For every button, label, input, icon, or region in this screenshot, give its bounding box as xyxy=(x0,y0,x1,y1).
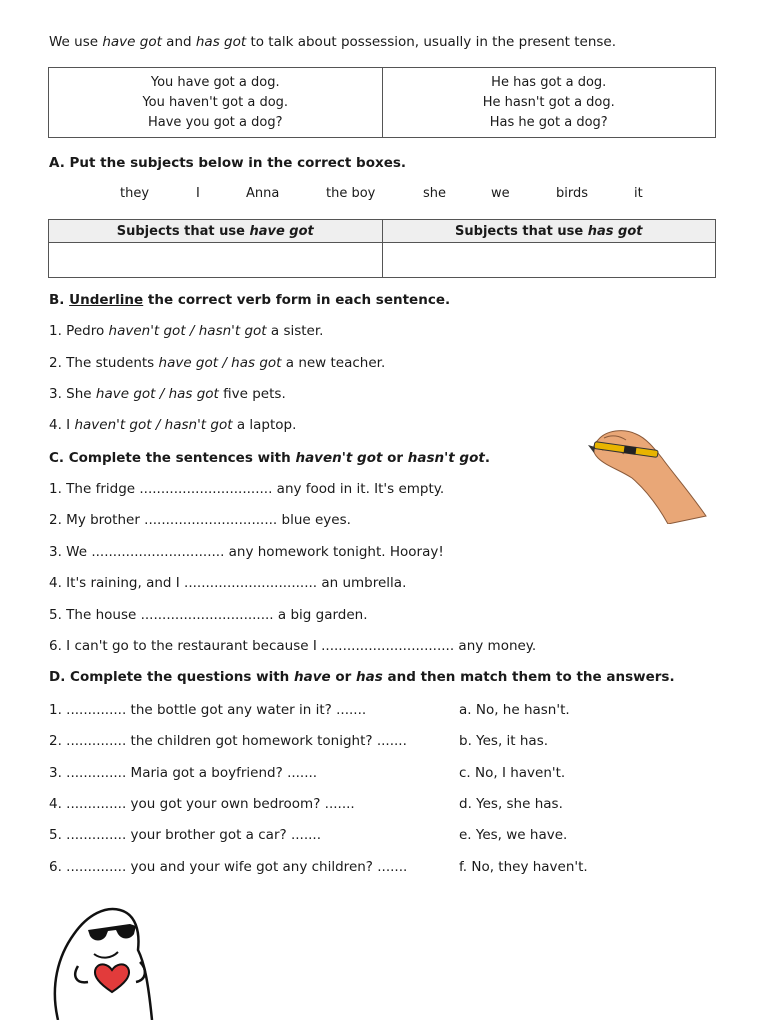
cartoon-heart-character-icon xyxy=(44,896,166,1020)
answer-e: e. Yes, we have. xyxy=(459,827,568,843)
question-d5[interactable]: 5. .............. your brother got a car? ....... xyxy=(49,827,321,843)
subject-word: I xyxy=(196,186,200,201)
have-got-column-header: Subjects that use have got xyxy=(49,220,383,243)
sentence-b3: 3. She have got / has got five pets. xyxy=(49,386,286,402)
question-d2[interactable]: 2. .............. the children got homework tonight? ....... xyxy=(49,733,407,749)
verb-options[interactable]: haven't got / hasn't got xyxy=(74,417,233,433)
sentence-c2[interactable]: 2. My brother ............................... blue eyes. xyxy=(49,512,351,528)
sentence-c6[interactable]: 6. I can't go to the restaurant because I ............................... any money. xyxy=(49,638,537,654)
verb-options[interactable]: haven't got / hasn't got xyxy=(108,323,267,339)
subject-word: Anna xyxy=(246,186,280,201)
answer-f: f. No, they haven't. xyxy=(459,859,588,875)
subject-word: they xyxy=(120,186,150,201)
answer-d: d. Yes, she has. xyxy=(459,796,563,812)
subjects-table xyxy=(48,219,716,278)
reference-cell-have: You have got a dog. You haven't got a dog. Have you got a dog? xyxy=(49,68,383,138)
subject-word: she xyxy=(423,186,447,201)
verb-options[interactable]: have got / has got xyxy=(158,355,282,371)
sentence-c1[interactable]: 1. The fridge ............................... any food in it. It's empty. xyxy=(49,481,445,497)
verb-options[interactable]: have got / has got xyxy=(95,386,219,402)
intro-text: We use have got and has got to talk about possession, usually in the present tense. xyxy=(49,34,617,50)
section-b-heading: B. Underline the correct verb form in each sentence. xyxy=(49,292,451,308)
sentence-c4[interactable]: 4. It's raining, and I ............................... an umbrella. xyxy=(49,575,407,591)
subject-word: it xyxy=(634,186,643,201)
subject-word: we xyxy=(491,186,510,201)
has-got-column-header: Subjects that use has got xyxy=(382,220,716,243)
question-d1[interactable]: 1. .............. the bottle got any water in it? ....... xyxy=(49,702,367,718)
section-c-heading: C. Complete the sentences with haven't got or hasn't got. xyxy=(49,450,490,466)
subject-word: birds xyxy=(556,186,589,201)
have-got-answer-box[interactable] xyxy=(49,243,383,278)
sentence-c5[interactable]: 5. The house ............................... a big garden. xyxy=(49,607,368,623)
answer-b: b. Yes, it has. xyxy=(459,733,549,749)
section-a-heading: A. Put the subjects below in the correct boxes. xyxy=(49,155,407,171)
answer-a: a. No, he hasn't. xyxy=(459,702,570,718)
section-d-heading: D. Complete the questions with have or has and then match them to the answers. xyxy=(49,669,675,685)
sentence-b1: 1. Pedro haven't got / hasn't got a sister. xyxy=(49,323,324,339)
subject-word: the boy xyxy=(326,186,376,201)
sentence-b4: 4. I haven't got / hasn't got a laptop. xyxy=(49,417,297,433)
has-got-answer-box[interactable] xyxy=(382,243,716,278)
reference-table xyxy=(48,67,716,138)
reference-cell-has: He has got a dog. He hasn't got a dog. Has he got a dog? xyxy=(382,68,716,138)
hand-with-pen-icon xyxy=(584,420,708,524)
sentence-c3[interactable]: 3. We ............................... any homework tonight. Hooray! xyxy=(49,544,444,560)
question-d6[interactable]: 6. .............. you and your wife got any children? ....... xyxy=(49,859,408,875)
sentence-b2: 2. The students have got / has got a new teacher. xyxy=(49,355,386,371)
question-d4[interactable]: 4. .............. you got your own bedroom? ....... xyxy=(49,796,355,812)
question-d3[interactable]: 3. .............. Maria got a boyfriend? ....... xyxy=(49,765,318,781)
answer-c: c. No, I haven't. xyxy=(459,765,566,781)
